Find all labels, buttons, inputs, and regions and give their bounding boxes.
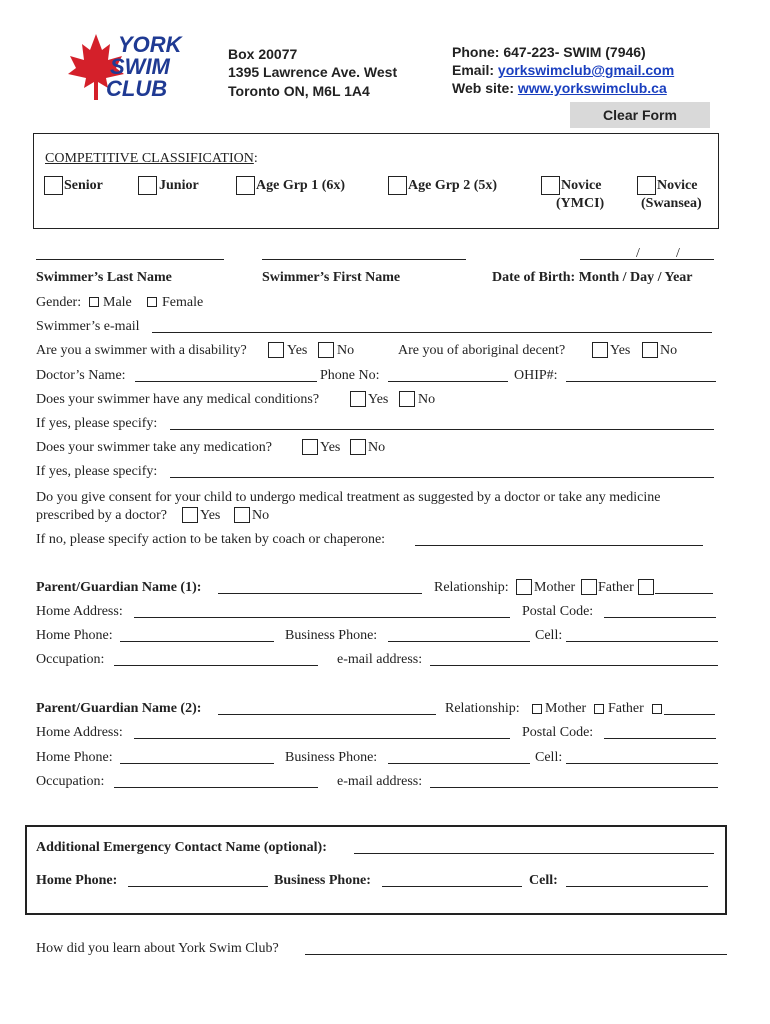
female-label: Female	[162, 295, 204, 310]
dob-slash-1: /	[636, 246, 640, 261]
guardian1-mother-checkbox[interactable]	[516, 579, 532, 595]
contact-email-row	[452, 62, 674, 78]
guardian2-business-phone-label: Business Phone:	[285, 750, 378, 765]
guardian2-father-checkbox[interactable]	[594, 704, 604, 714]
disability-no-label: No	[337, 343, 355, 358]
guardian1-business-phone-field[interactable]	[388, 641, 530, 642]
medical-yes-checkbox[interactable]	[350, 391, 366, 407]
emergency-cell-label: Cell:	[529, 873, 558, 888]
emergency-home-phone-label: Home Phone:	[36, 873, 118, 888]
logo-line-3: CLUB	[106, 76, 168, 101]
ohip-field[interactable]	[566, 381, 716, 382]
doctor-phone-label: Phone No:	[320, 368, 380, 383]
last-name-field[interactable]	[36, 259, 224, 260]
guardian2-other-field[interactable]	[664, 714, 715, 715]
senior-label: Senior	[64, 178, 103, 193]
guardian1-relationship-label: Relationship:	[434, 580, 509, 595]
guardian1-father-label: Father	[598, 580, 634, 595]
medication-yes-checkbox[interactable]	[302, 439, 318, 455]
clear-form-button[interactable]: Clear Form	[570, 102, 710, 128]
contact-web-row	[452, 80, 667, 96]
learn-label: How did you learn about York Swim Club?	[36, 941, 279, 956]
disability-no-checkbox[interactable]	[318, 342, 334, 358]
guardian2-name-field[interactable]	[218, 714, 436, 715]
consent-text-2: prescribed by a doctor?	[36, 508, 167, 523]
swimmer-email-field[interactable]	[152, 332, 712, 333]
guardian2-postal-field[interactable]	[604, 738, 716, 739]
age-grp-2-checkbox[interactable]	[388, 176, 407, 195]
medical-yes-label: Yes	[368, 392, 389, 407]
disability-label: Are you a swimmer with a disability?	[36, 343, 247, 358]
guardian1-postal-label: Postal Code:	[522, 604, 594, 619]
contact-email-label: Email:	[452, 62, 498, 78]
guardian2-home-phone-label: Home Phone:	[36, 750, 113, 765]
aboriginal-no-label: No	[660, 343, 678, 358]
dob-label-rest: : Month / Day / Year	[570, 270, 693, 285]
consent-no-label: No	[252, 508, 270, 523]
classification-heading-colon: :	[253, 151, 258, 166]
novice-ymci-label: Novice	[561, 178, 602, 193]
ohip-label: OHIP#:	[514, 368, 558, 383]
female-checkbox[interactable]	[147, 297, 157, 307]
guardian1-postal-field[interactable]	[604, 617, 716, 618]
if-no-field[interactable]	[415, 545, 703, 546]
guardian2-occupation-label: Occupation:	[36, 774, 105, 789]
guardian2-cell-field[interactable]	[566, 763, 718, 764]
aboriginal-yes-checkbox[interactable]	[592, 342, 608, 358]
emergency-home-phone-field[interactable]	[128, 886, 268, 887]
guardian1-father-checkbox[interactable]	[581, 579, 597, 595]
medication-yes-label: Yes	[320, 440, 341, 455]
guardian1-other-field[interactable]	[655, 593, 713, 594]
guardian1-other-checkbox[interactable]	[638, 579, 654, 595]
consent-yes-checkbox[interactable]	[182, 507, 198, 523]
emergency-business-phone-field[interactable]	[382, 886, 522, 887]
guardian2-address-field[interactable]	[134, 738, 510, 739]
last-name-label: Swimmer’s Last Name	[36, 270, 172, 285]
medication-no-label: No	[368, 440, 386, 455]
guardian2-address-label: Home Address:	[36, 725, 123, 740]
guardian2-email-label: e-mail address:	[337, 774, 423, 789]
classification-heading	[45, 151, 258, 167]
male-label: Male	[103, 295, 132, 310]
address-line-1: Box 20077	[228, 46, 298, 62]
guardian2-mother-label: Mother	[545, 701, 587, 716]
medication-label: Does your swimmer take any medication?	[36, 440, 272, 455]
guardian1-email-label: e-mail address:	[337, 652, 423, 667]
guardian1-name-field[interactable]	[218, 593, 422, 594]
logo	[66, 28, 191, 108]
guardian2-email-field[interactable]	[430, 787, 718, 788]
contact-web-link[interactable]: www.yorkswimclub.ca	[517, 80, 667, 96]
gender-label: Gender:	[36, 295, 82, 310]
first-name-field[interactable]	[262, 259, 466, 260]
consent-no-checkbox[interactable]	[234, 507, 250, 523]
doctor-label: Doctor’s Name:	[36, 368, 126, 383]
emergency-cell-field[interactable]	[566, 886, 708, 887]
age-grp-1-checkbox[interactable]	[236, 176, 255, 195]
guardian1-home-phone-field[interactable]	[120, 641, 274, 642]
disability-yes-label: Yes	[287, 343, 308, 358]
medication-no-checkbox[interactable]	[350, 439, 366, 455]
guardian2-cell-label: Cell:	[535, 750, 563, 765]
guardian2-relationship-label: Relationship:	[445, 701, 520, 716]
consent-yes-label: Yes	[200, 508, 221, 523]
classification-box	[33, 133, 719, 229]
dob-label	[492, 270, 693, 286]
male-checkbox[interactable]	[89, 297, 99, 307]
medical-specify-label: If yes, please specify:	[36, 416, 158, 431]
guardian1-cell-label: Cell:	[535, 628, 563, 643]
medical-no-label: No	[418, 392, 436, 407]
medical-label: Does your swimmer have any medical conditions?	[36, 392, 320, 407]
guardian1-occupation-label: Occupation:	[36, 652, 105, 667]
guardian2-business-phone-field[interactable]	[388, 763, 530, 764]
guardian2-mother-checkbox[interactable]	[532, 704, 542, 714]
guardian1-home-phone-label: Home Phone:	[36, 628, 113, 643]
emergency-name-field[interactable]	[354, 853, 714, 854]
medication-specify-label: If yes, please specify:	[36, 464, 158, 479]
senior-checkbox[interactable]	[44, 176, 63, 195]
medical-no-checkbox[interactable]	[399, 391, 415, 407]
guardian2-name-label: Parent/Guardian Name (2):	[36, 701, 202, 716]
medication-specify-field[interactable]	[170, 477, 714, 478]
logo-line-1: YORK	[118, 32, 182, 57]
contact-email-link[interactable]: yorkswimclub@gmail.com	[497, 62, 675, 78]
guardian2-father-label: Father	[608, 701, 644, 716]
guardian1-business-phone-label: Business Phone:	[285, 628, 378, 643]
doctor-phone-field[interactable]	[388, 381, 508, 382]
doctor-field[interactable]	[135, 381, 317, 382]
if-no-label: If no, please specify action to be taken by coach or chaperone:	[36, 532, 386, 547]
swimmer-email-label: Swimmer’s e-mail	[36, 319, 140, 334]
novice-ymci-checkbox[interactable]	[541, 176, 560, 195]
guardian2-home-phone-field[interactable]	[120, 763, 274, 764]
address-line-2: 1395 Lawrence Ave. West	[228, 64, 398, 80]
age-grp-1-label: Age Grp 1 (6x)	[256, 178, 346, 193]
learn-field[interactable]	[305, 954, 727, 955]
junior-label: Junior	[159, 178, 199, 193]
age-grp-2-label: Age Grp 2 (5x)	[408, 178, 498, 193]
guardian1-occupation-field[interactable]	[114, 665, 318, 666]
guardian2-other-checkbox[interactable]	[652, 704, 662, 714]
guardian1-cell-field[interactable]	[566, 641, 718, 642]
contact-phone: Phone: 647-223- SWIM (7946)	[452, 44, 646, 60]
novice-swansea-label: Novice	[657, 178, 698, 193]
emergency-name-label: Additional Emergency Contact Name (optional):	[36, 840, 327, 855]
emergency-box	[25, 825, 727, 915]
guardian1-mother-label: Mother	[534, 580, 576, 595]
guardian1-address-label: Home Address:	[36, 604, 123, 619]
first-name-label: Swimmer’s First Name	[262, 270, 401, 285]
guardian1-name-label: Parent/Guardian Name (1):	[36, 580, 202, 595]
contact-web-label: Web site:	[452, 80, 518, 96]
consent-text-1: Do you give consent for your child to undergo medical treatment as suggested by a doctor or take any medicine	[36, 490, 661, 505]
aboriginal-yes-label: Yes	[610, 343, 631, 358]
dob-slash-2: /	[676, 246, 680, 261]
novice-swansea-checkbox[interactable]	[637, 176, 656, 195]
guardian2-occupation-field[interactable]	[114, 787, 318, 788]
emergency-business-phone-label: Business Phone:	[274, 873, 371, 888]
guardian1-address-field[interactable]	[134, 617, 510, 618]
novice-ymci-sub: (YMCI)	[556, 196, 605, 211]
aboriginal-no-checkbox[interactable]	[642, 342, 658, 358]
address-line-3: Toronto ON, M6L 1A4	[228, 83, 370, 99]
logo-line-2: SWIM	[110, 54, 170, 79]
guardian2-postal-label: Postal Code:	[522, 725, 594, 740]
dob-field[interactable]	[580, 259, 714, 260]
novice-swansea-sub: (Swansea)	[641, 196, 702, 211]
dob-label-text: Date of Birth	[492, 270, 571, 285]
classification-heading-text: COMPETITIVE CLASSIFICATION	[45, 151, 254, 166]
medical-specify-field[interactable]	[170, 429, 714, 430]
aboriginal-label: Are you of aboriginal decent?	[398, 343, 566, 358]
junior-checkbox[interactable]	[138, 176, 157, 195]
guardian1-email-field[interactable]	[430, 665, 718, 666]
disability-yes-checkbox[interactable]	[268, 342, 284, 358]
